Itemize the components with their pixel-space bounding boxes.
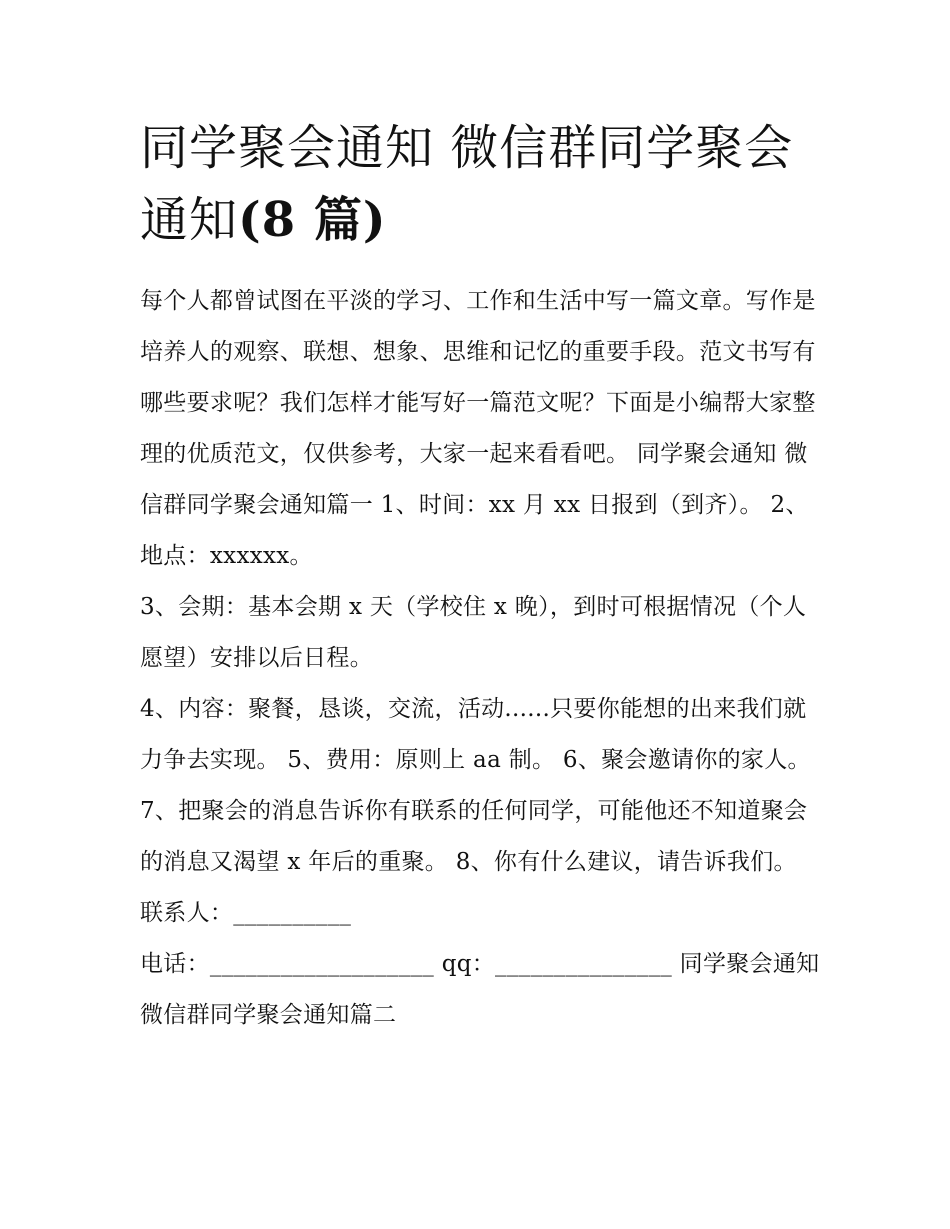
paragraph-contact: 电话：___________________ qq：_______________ 同学聚会通知 微信群同学聚会通知篇二	[140, 951, 820, 1028]
paragraph-item-7: 7、把聚会的消息告诉你有联系的任何同学，可能他还不知道聚会的消息又渴望 x 年后的重聚。 8、你有什么建议，请告诉我们。 联系人：__________	[140, 798, 808, 926]
document-body	[140, 276, 820, 1041]
paragraph-item-3: 3、会期：基本会期 x 天（学校住 x 晚），到时可根据情况（个人愿望）安排以后日程。	[140, 594, 807, 671]
document-title	[140, 112, 820, 256]
paragraph-item-4: 4、内容：聚餐，恳谈，交流，活动......只要你能想的出来我们就力争去实现。 5、费用：原则上 aa 制。 6、聚会邀请你的家人。	[140, 696, 811, 773]
paragraph-intro: 每个人都曾试图在平淡的学习、工作和生活中写一篇文章。写作是培养人的观察、联想、想象、思维和记忆的重要手段。范文书写有哪些要求呢？我们怎样才能写好一篇范文呢？下面是小编帮大家整理的优质范文，仅供参考，大家一起来看看吧。 同学聚会通知 微信群同学聚会通知篇一 1、时间：xx 月 xx 日报到（到齐）。 2、地点：xxxxxx。	[140, 288, 816, 569]
title-main-text: 同学聚会通知 微信群同学聚会通知	[140, 120, 794, 248]
title-count-text: (8 篇)	[238, 192, 387, 248]
